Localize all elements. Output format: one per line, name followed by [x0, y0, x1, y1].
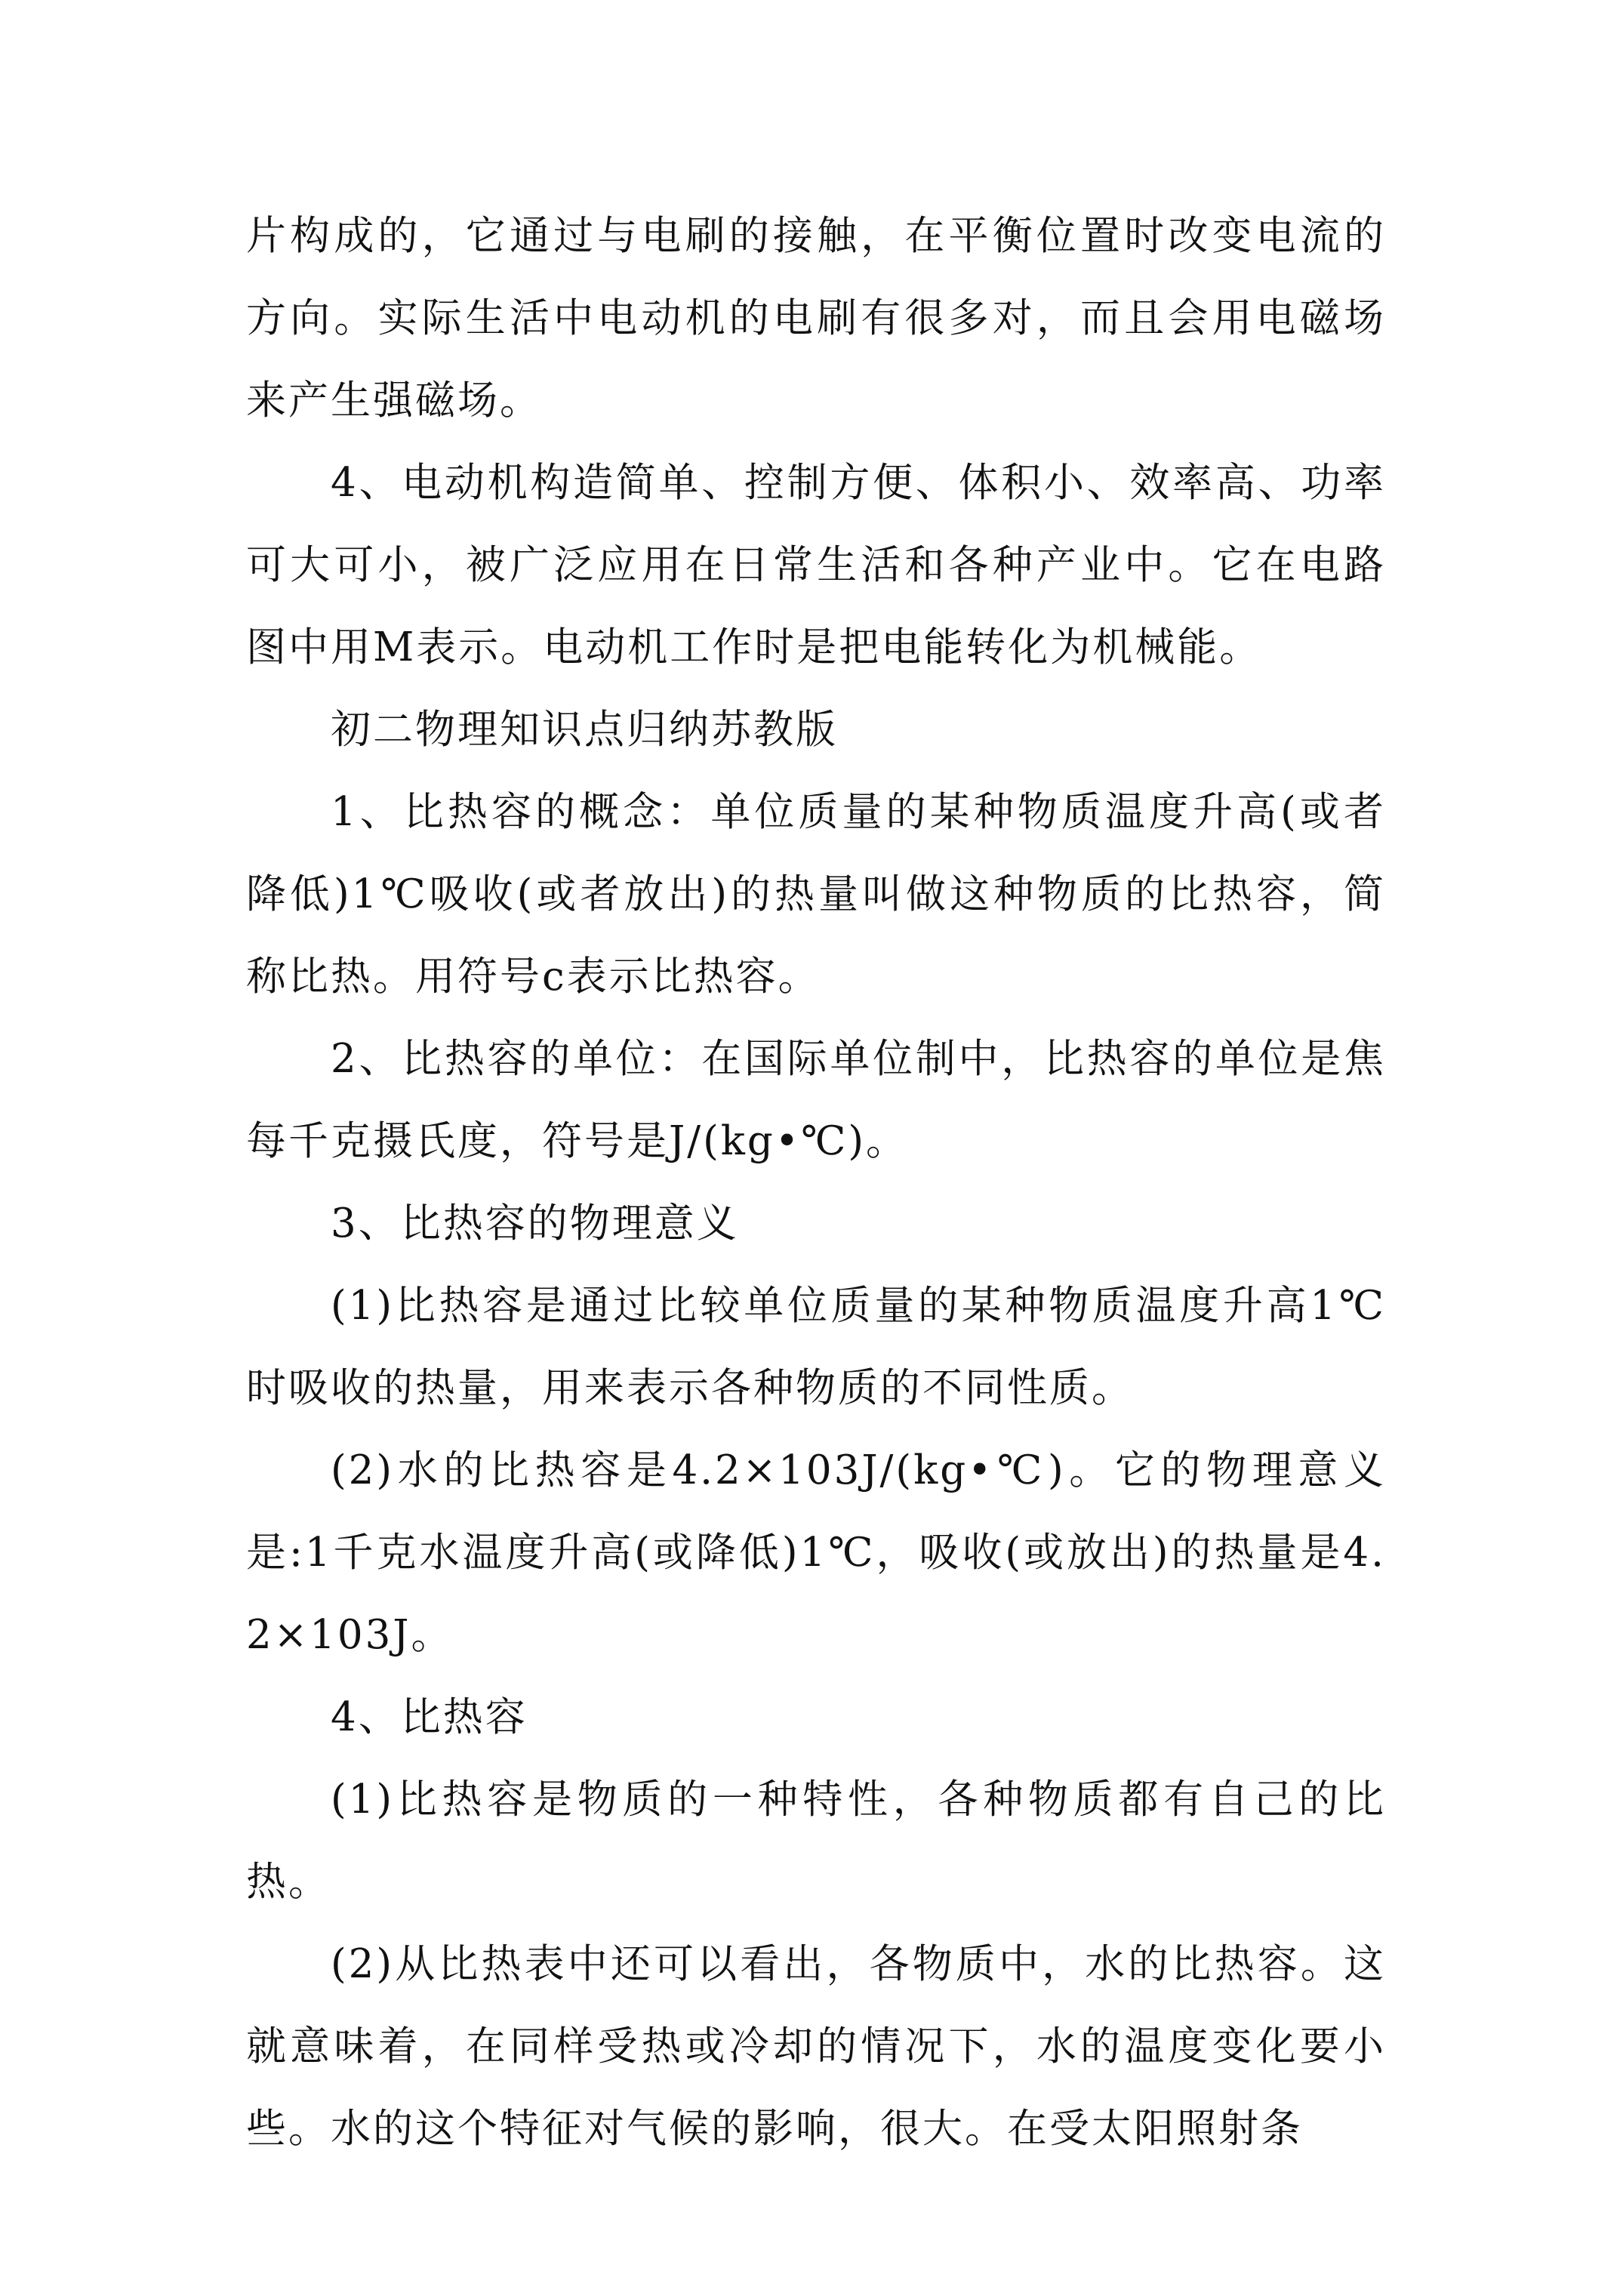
paragraph-physical-meaning-title: 3、比热容的物理意义 — [331, 1200, 739, 1247]
paragraph-specific-heat-concept: 1、比热容的概念：单位质量的某种物质温度升高(或者降低)1℃吸收(或者放出)的热量叫做这种物质的比热容，简称比热。用符号c表示比热容。 — [246, 789, 1386, 1000]
paragraph-physical-meaning-1: (1)比热容是通过比较单位质量的某种物质温度升高1℃时吸收的热量，用来表示各种物质的不同性质。 — [246, 1283, 1386, 1411]
paragraph-motor-features: 4、电动机构造简单、控制方便、体积小、效率高、功率可大可小，被广泛应用在日常生活和各种产业中。它在电路图中用M表示。电动机工作时是把电能转化为机械能。 — [246, 460, 1386, 670]
paragraph-specific-heat-title: 4、比热容 — [331, 1694, 528, 1740]
paragraph-physical-meaning-2: (2)水的比热容是4.2×103J/(kg•℃)。它的物理意义是:1千克水温度升高(或降低)1℃，吸收(或放出)的热量是4.2×103J。 — [246, 1447, 1386, 1658]
paragraph-specific-heat-property: (1)比热容是物质的一种特性，各种物质都有自己的比热。 — [246, 1777, 1386, 1905]
section-heading: 初二物理知识点归纳苏教版 — [331, 707, 838, 753]
paragraph-water-specific-heat: (2)从比热表中还可以看出，各物质中，水的比热容。这就意味着，在同样受热或冷却的情况下，水的温度变化要小些。水的这个特征对气候的影响，很大。在受太阳照射条 — [246, 1941, 1386, 2152]
paragraph-motor-commutator: 片构成的，它通过与电刷的接触，在平衡位置时改变电流的方向。实际生活中电动机的电刷有很多对，而且会用电磁场来产生强磁场。 — [246, 213, 1386, 424]
document-body — [246, 195, 1386, 2170]
paragraph-specific-heat-unit: 2、比热容的单位：在国际单位制中，比热容的单位是焦每千克摄氏度，符号是J/(kg•℃)。 — [246, 1036, 1386, 1164]
